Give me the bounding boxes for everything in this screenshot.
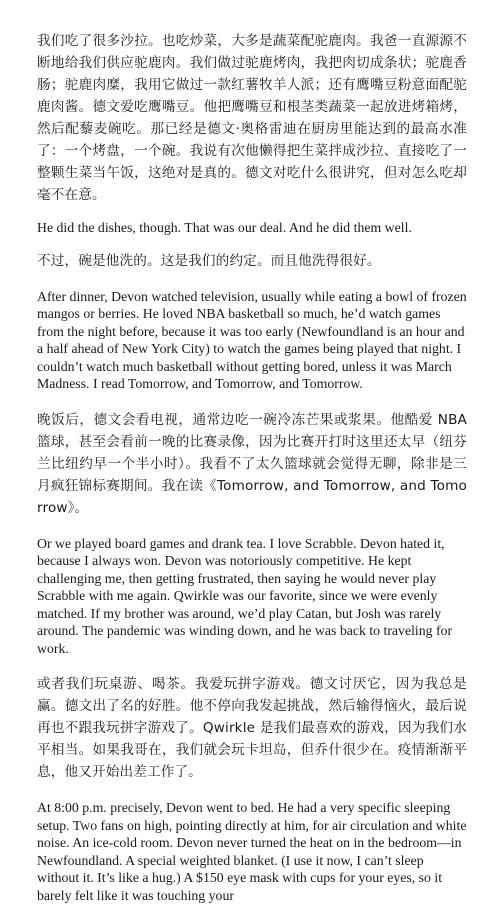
paragraph-en-dishes: He did the dishes, though. That was our deal. And he did them well. [37, 220, 412, 235]
document-page [37, 30, 467, 920]
paragraph-zh-television: 晚饭后，德文会看电视，通常边吃一碗冷冻芒果或浆果。他酷爱 NBA 篮球，甚至会看前一晚的比赛录像，因为比赛开打时这里还太早（纽芬兰比纽约早一个半小时）。我看不了太久篮球就会觉得无聊，除非是三月疯狂锦标赛期间。我在读《Tomorrow, and Tomorrow, and Tomorrow》。 [37, 411, 467, 516]
paragraph-zh-board-games: 或者我们玩桌游、喝茶。我爱玩拼字游戏。德文讨厌它，因为我总是赢。德文出了名的好胜。他不停向我发起挑战，然后输得恼火，最后说再也不跟我玩拼字游戏了。Qwirkle 是我们最喜欢的游戏，因为我们水平相当。如果我哥在，我们就会玩卡坦岛，但乔什很少在。疫情渐渐平息，他又开始出差工作了。 [37, 676, 467, 780]
paragraph-en-bedtime: At 8:00 p.m. precisely, Devon went to bed. He had a very specific sleeping setup. Two fans on high, pointing directly at him, for air circulation and white noise. An ice-cold room. Devon never turned the heat on in the bedroom—in Newfoundland. A special weighted blanket. (I use it now, I can’t sleep without it. It’s like a hug.) A $150 eye mask with cups for your eyes, so it barely felt like it was touching your [37, 800, 467, 903]
paragraph-en-television: After dinner, Devon watched television, usually while eating a bowl of frozen mangos or berries. He loved NBA basketball so much, he’d watch games from the night before, because it was too early (Newfoundland is an hour and a half ahead of New York City) to watch the games being played that night. I couldn’t watch much basketball without getting bored, unless it was March Madness. I read Tomorrow, and Tomorrow, and Tomorrow. [37, 288, 467, 391]
paragraph-zh-dishes: 不过，碗是他洗的。这是我们的约定。而且他洗得很好。 [37, 252, 381, 269]
paragraph-zh-salads: 我们吃了很多沙拉。也吃炒菜，大多是蔬菜配驼鹿肉。我爸一直源源不断地给我们供应驼鹿肉。我们做过驼鹿烤肉，我把肉切成条状；驼鹿香肠；驼鹿肉糜，我用它做过一款红薯牧羊人派；还有鹰嘴豆粉意面配驼鹿肉酱。德文爱吃鹰嘴豆。他把鹰嘴豆和根茎类蔬菜一起放进烤箱烤，然后配藜麦碗吃。那已经是德文·奥格雷迪在厨房里能达到的最高水准了：一个烤盘，一个碗。我说有次他懒得把生菜拌成沙拉、直接吃了一整颗生菜当午饭，这绝对是真的。德文对吃什么很讲究，但对怎么吃却毫不在意。 [37, 33, 467, 203]
paragraph-en-board-games: Or we played board games and drank tea. I love Scrabble. Devon hated it, because I always won. Devon was notoriously competitive. He kept challenging me, then getting frustrated, then saying he would never play Scrabble with me again. Qwirkle was our favorite, since we were evenly matched. If my brother was around, we’d play Catan, but Josh was rarely around. The pandemic was winding down, and he was back to traveling for work. [37, 535, 453, 656]
